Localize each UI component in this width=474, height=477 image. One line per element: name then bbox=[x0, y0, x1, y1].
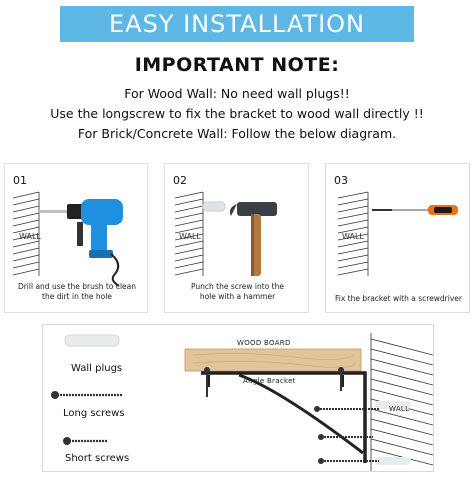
step-3-panel bbox=[325, 163, 470, 313]
step-1-wall-label: WALL bbox=[19, 232, 41, 241]
installation-diagram bbox=[42, 324, 434, 472]
note-line-wood-wall: For Wood Wall: No need wall plugs!! bbox=[124, 86, 350, 101]
step-2-caption: Punch the screw into the hole with a hammer bbox=[191, 282, 284, 301]
short-screws-label: Short screws bbox=[65, 453, 130, 464]
screwdriver-icon bbox=[326, 164, 470, 313]
banner-title: EASY INSTALLATION bbox=[108, 10, 365, 38]
diagram-wall-label: WALL bbox=[389, 405, 410, 413]
step-1-panel bbox=[4, 163, 148, 313]
step-3-wall-label: WALL bbox=[342, 232, 364, 241]
note-line-brick-wall: For Brick/Concrete Wall: Follow the below diagram. bbox=[77, 126, 397, 141]
note-title: IMPORTANT NOTE: bbox=[134, 54, 340, 76]
step-2-number: 02 bbox=[173, 174, 187, 187]
step-2-panel bbox=[164, 163, 309, 313]
angle-bracket-label: Angle Bracket bbox=[243, 377, 296, 385]
note-line-longscrew: Use the longscrew to fix the bracket to wood wall directly !! bbox=[50, 106, 424, 121]
title-banner bbox=[60, 6, 414, 42]
mounted-screws bbox=[43, 325, 434, 472]
step-3-number: 03 bbox=[334, 174, 348, 187]
step-2-wall-label: WALL bbox=[179, 232, 201, 241]
long-screws-label: Long screws bbox=[63, 408, 125, 419]
step-1-caption: Drill and use the brush to clean the dirt in the hole bbox=[17, 282, 137, 301]
wall-plugs-label: Wall plugs bbox=[71, 363, 123, 374]
wood-board-label: WOOD BOARD bbox=[237, 339, 291, 347]
step-3-caption: Fix the bracket with a screwdriver bbox=[335, 294, 462, 303]
step-1-number: 01 bbox=[13, 174, 27, 187]
